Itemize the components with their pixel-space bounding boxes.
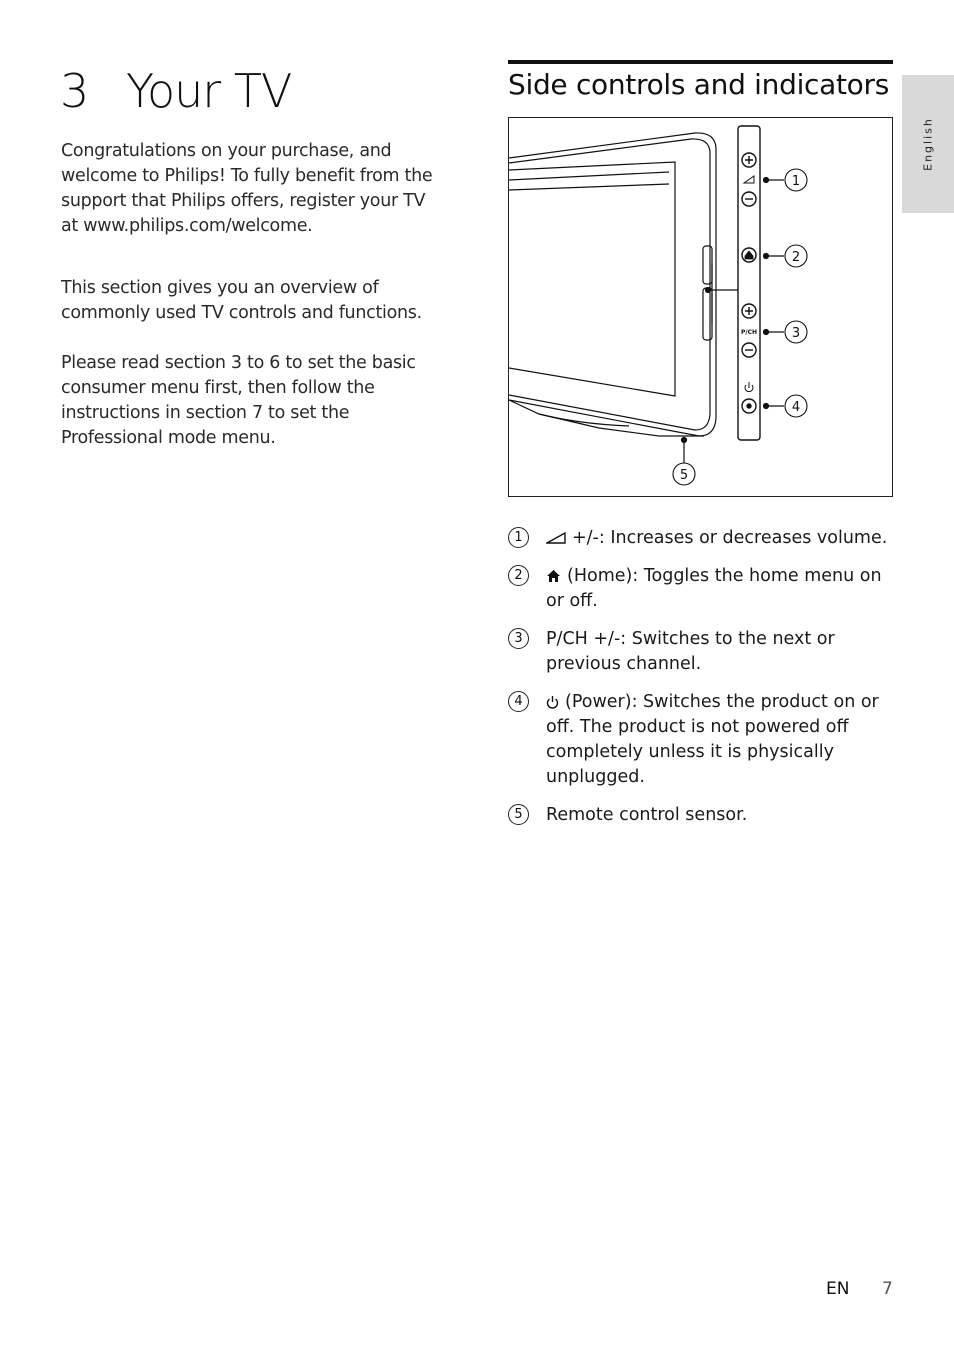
- chapter-title: Your TV: [126, 64, 292, 118]
- list-item-volume: [508, 526, 888, 551]
- list-item-sensor: [508, 803, 888, 828]
- item-number: 1: [508, 527, 529, 548]
- language-tab-label: English: [921, 117, 935, 171]
- pch-label: P/CH: [740, 329, 758, 336]
- footer-language: EN: [826, 1279, 850, 1299]
- callout-5: 5: [679, 468, 689, 483]
- item-text: (Power): Switches the product on or off. The product is not powered off completely unless it is physically unplugged.: [546, 692, 879, 787]
- chapter-number: 3: [60, 64, 90, 118]
- section-rule: [508, 60, 893, 64]
- item-text: P/CH +/-: Switches to the next or previous channel.: [546, 629, 835, 674]
- volume-icon: [546, 532, 566, 544]
- list-item-pch: [508, 627, 888, 677]
- controls-list: [508, 526, 888, 841]
- intro-paragraph-2: This section gives you an overview of commonly used TV controls and functions.: [61, 278, 422, 323]
- list-item-power: [508, 690, 888, 790]
- page-number: 7: [882, 1279, 893, 1299]
- intro-paragraph-1: Congratulations on your purchase, and welcome to Philips! To fully benefit from the support that Philips offers, register your TV at www.philips.com/welcome.: [61, 141, 433, 236]
- language-tab: [902, 75, 954, 213]
- item-number: 4: [508, 691, 529, 712]
- callout-4: 4: [791, 400, 801, 415]
- item-text: +/-: Increases or decreases volume.: [572, 528, 888, 548]
- list-item-home: [508, 564, 888, 614]
- home-icon: [546, 569, 561, 583]
- callout-2: 2: [791, 250, 801, 265]
- section-title: Side controls and indicators: [508, 68, 890, 101]
- item-number: 3: [508, 628, 529, 649]
- item-number: 5: [508, 804, 529, 825]
- intro-paragraph-3: Please read section 3 to 6 to set the basic consumer menu first, then follow the instructions in section 7 to set the Professional mode menu.: [61, 353, 416, 448]
- tv-side-controls-figure: [508, 117, 893, 497]
- item-number: 2: [508, 565, 529, 586]
- item-text: Remote control sensor.: [546, 805, 748, 825]
- intro-text: [61, 139, 441, 476]
- power-icon: [546, 695, 559, 709]
- callout-1: 1: [791, 174, 801, 189]
- item-text: (Home): Toggles the home menu on or off.: [546, 566, 882, 611]
- callout-3: 3: [791, 326, 801, 341]
